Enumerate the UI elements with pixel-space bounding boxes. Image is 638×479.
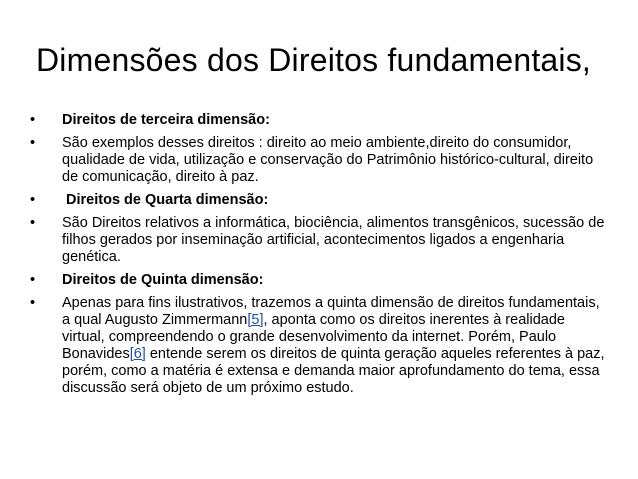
text-fifth-dimension-part1: Apenas para fins ilustrativos, trazemos a quinta dimensão de direitos fundamentais, a qual Augusto Zimmermann <box>62 295 600 328</box>
bullet-icon: • <box>30 192 36 208</box>
heading-fifth-dimension: Direitos de Quinta dimensão: <box>62 272 264 288</box>
text-fifth-dimension-part3: entende serem os direitos de quinta geração aqueles referentes à paz, porém, como a matéria é extensa e demanda maior aprofundamento do tema, essa discussão será objeto de um próximo estudo. <box>62 346 605 396</box>
list-item-fifth-dimension-heading <box>30 272 610 289</box>
bullet-icon: • <box>30 295 36 311</box>
list-item-third-dimension-text <box>30 135 610 186</box>
footnote-link-5[interactable]: [5] <box>247 312 264 328</box>
bullet-icon: • <box>30 272 36 288</box>
heading-fourth-dimension: Direitos de Quarta dimensão: <box>62 192 269 208</box>
list-item-fourth-dimension-text <box>30 215 610 266</box>
bullet-icon: • <box>30 215 36 231</box>
bullet-icon: • <box>30 135 36 151</box>
heading-third-dimension: Direitos de terceira dimensão: <box>62 112 270 128</box>
text-third-dimension: São exemplos desses direitos : direito ao meio ambiente,direito do consumidor, qualidade de vida, utilização e conservação do Patrimônio histórico-cultural, direito de comunicação, direito à paz. <box>62 135 594 185</box>
bullet-list <box>30 112 610 403</box>
slide-title: Dimensões dos Direitos fundamentais, <box>36 42 592 78</box>
footnote-link-6[interactable]: [6] <box>129 346 146 362</box>
bullet-icon: • <box>30 112 36 128</box>
list-item-fourth-dimension-heading <box>30 192 610 209</box>
list-item-fifth-dimension-text <box>30 295 610 397</box>
text-fourth-dimension: São Direitos relativos a informática, biociência, alimentos transgênicos, sucessão de filhos gerados por inseminação artificial, acontecimentos ligados a engenharia genética. <box>62 215 605 265</box>
text-fifth-dimension-part2: , aponta como os direitos inerentes à realidade virtual, compreendendo o grande desenvolvimento da internet. Porém, Paulo Bonavides <box>62 312 565 362</box>
list-item-third-dimension-heading <box>30 112 610 129</box>
